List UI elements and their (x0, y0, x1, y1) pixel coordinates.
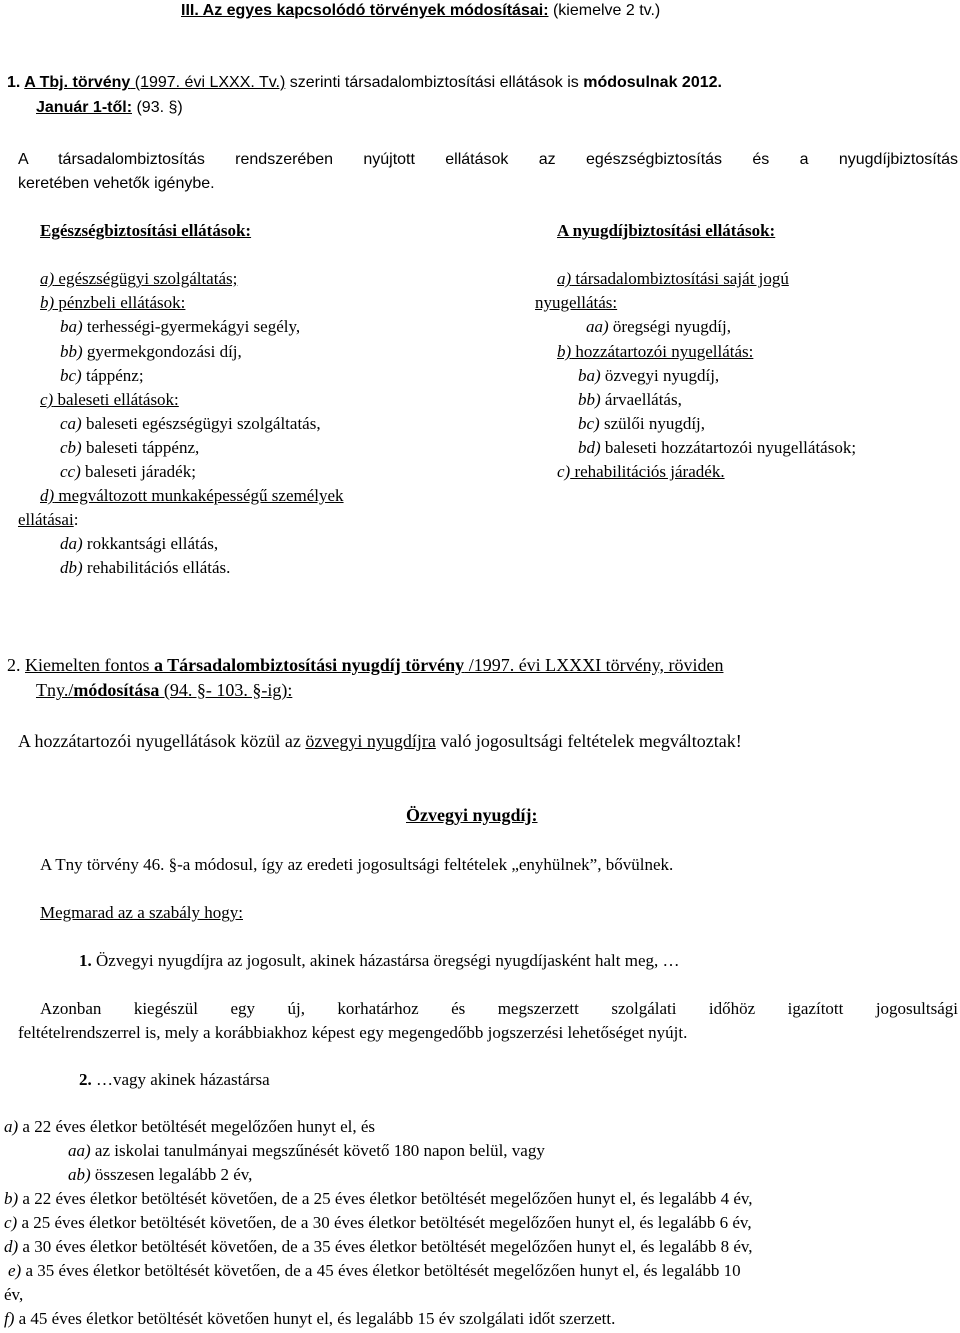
section2-item1: 1. Özvegyi nyugdíjra az jogosult, akinek házastársa öregségi nyugdíjasként halt meg, … (79, 951, 680, 970)
widow-pension-subtitle: Özvegyi nyugdíj: (406, 805, 538, 825)
cond-ab: ab) összesen legalább 2 év, (68, 1165, 253, 1184)
right-item-bc: bc) szülői nyugdíj, (578, 414, 706, 433)
intro-line2: keretében vehetők igénybe. (18, 175, 215, 192)
cond-f: f) a 45 éves életkor betöltését követően hunyt el, és legalább 15 év szolgálati időt szerzett. (4, 1309, 616, 1328)
section2-paragraph4-line1: Azonban kiegészül egy új, korhatárhoz és megszerzett szolgálati időhöz igazított jogosultsági (40, 999, 958, 1018)
left-item-a: a) egészségügyi szolgáltatás; (40, 269, 238, 288)
left-item-b: b) pénzbeli ellátások: (40, 293, 186, 312)
left-item-bb: bb) gyermekgondozási díj, (60, 342, 242, 361)
right-item-b: b) hozzátartozói nyugellátás: (557, 342, 754, 361)
section2-item2: 2. …vagy akinek házastársa (79, 1070, 270, 1089)
left-item-cc: cc) baleseti járadék; (60, 462, 196, 481)
cond-e-cont: év, (4, 1285, 24, 1304)
left-column-title: Egészségbiztosítási ellátások: (40, 221, 252, 240)
right-item-a-cont: nyugellátás: (535, 293, 618, 312)
right-item-bd: bd) baleseti hozzátartozói nyugellátások; (578, 438, 857, 457)
cond-a: a) a 22 éves életkor betöltését megelőzően hunyt el, és (4, 1117, 376, 1136)
cond-aa: aa) az iskolai tanulmányai megszűnését követő 180 napon belül, vagy (68, 1141, 545, 1160)
right-item-bb: bb) árvaellátás, (578, 390, 682, 409)
left-item-d-cont: ellátásai: (18, 510, 79, 529)
section1-heading-line1: 1. A Tbj. törvény (1997. évi LXXX. Tv.) szerinti társadalombiztosítási ellátások is módosulnak 2012. (7, 74, 722, 91)
title-bold: III. Az egyes kapcsolódó törvények módosításai: (181, 2, 549, 19)
section1-heading-line2: Január 1-től: (93. §) (36, 99, 183, 116)
left-item-c: c) baleseti ellátások: (40, 390, 179, 409)
section2-heading-line2: Tny./módosítása (94. §- 103. §-ig): (36, 680, 293, 700)
section2-paragraph4-line2: feltételrendszerrel is, mely a korábbiakhoz képest egy megengedőbb jogszerzési lehetőséget nyújt. (18, 1023, 688, 1042)
left-item-db: db) rehabilitációs ellátás. (60, 558, 231, 577)
cond-c: c) a 25 éves életkor betöltését követően, de a 30 éves életkor betöltését megelőzően hunyt el, és legalább 6 év, (4, 1213, 752, 1232)
section2-paragraph2: A Tny törvény 46. §-a módosul, így az eredeti jogosultsági feltételek „enyhülnek”, bővülnek. (40, 855, 674, 874)
right-item-aa: aa) öregségi nyugdíj, (586, 317, 731, 336)
section2-paragraph1: A hozzátartozói nyugellátások közül az özvegyi nyugdíjra való jogosultsági feltételek megváltoztak! (18, 731, 742, 751)
left-item-ba: ba) terhességi-gyermekágyi segély, (60, 317, 301, 336)
cond-b: b) a 22 éves életkor betöltését követően, de a 25 éves életkor betöltését megelőzően hunyt el, és legalább 4 év, (4, 1189, 753, 1208)
cond-d: d) a 30 éves életkor betöltését követően, de a 35 éves életkor betöltését megelőzően hunyt el, és legalább 8 év, (4, 1237, 753, 1256)
document-title (181, 2, 660, 20)
left-item-ca: ca) baleseti egészségügyi szolgáltatás, (60, 414, 321, 433)
left-item-cb: cb) baleseti táppénz, (60, 438, 200, 457)
right-column-title: A nyugdíjbiztosítási ellátások: (557, 221, 776, 240)
left-item-da: da) rokkantsági ellátás, (60, 534, 219, 553)
left-item-d: d) megváltozott munkaképességű személyek (40, 486, 344, 505)
intro-line1: A társadalombiztosítás rendszerében nyújtott ellátások az egészségbiztosítás és a nyugdíjbiztosítás (18, 151, 958, 168)
left-item-bc: bc) táppénz; (60, 366, 144, 385)
right-item-ba: ba) özvegyi nyugdíj, (578, 366, 720, 385)
section2-rule-intro: Megmarad az a szabály hogy: (40, 903, 243, 922)
right-item-a: a) társadalombiztosítási saját jogú (557, 269, 789, 288)
title-note: (kiemelve 2 tv.) (548, 2, 661, 19)
cond-e: e) a 35 éves életkor betöltését követően, de a 45 éves életkor betöltését megelőzően hunyt el, és legalább 10 (8, 1261, 741, 1280)
right-item-c: c) rehabilitációs járadék. (557, 462, 725, 481)
section2-heading-line1: 2. Kiemelten fontos a Társadalombiztosítási nyugdíj törvény /1997. évi LXXXI törvény, röviden (7, 655, 724, 675)
